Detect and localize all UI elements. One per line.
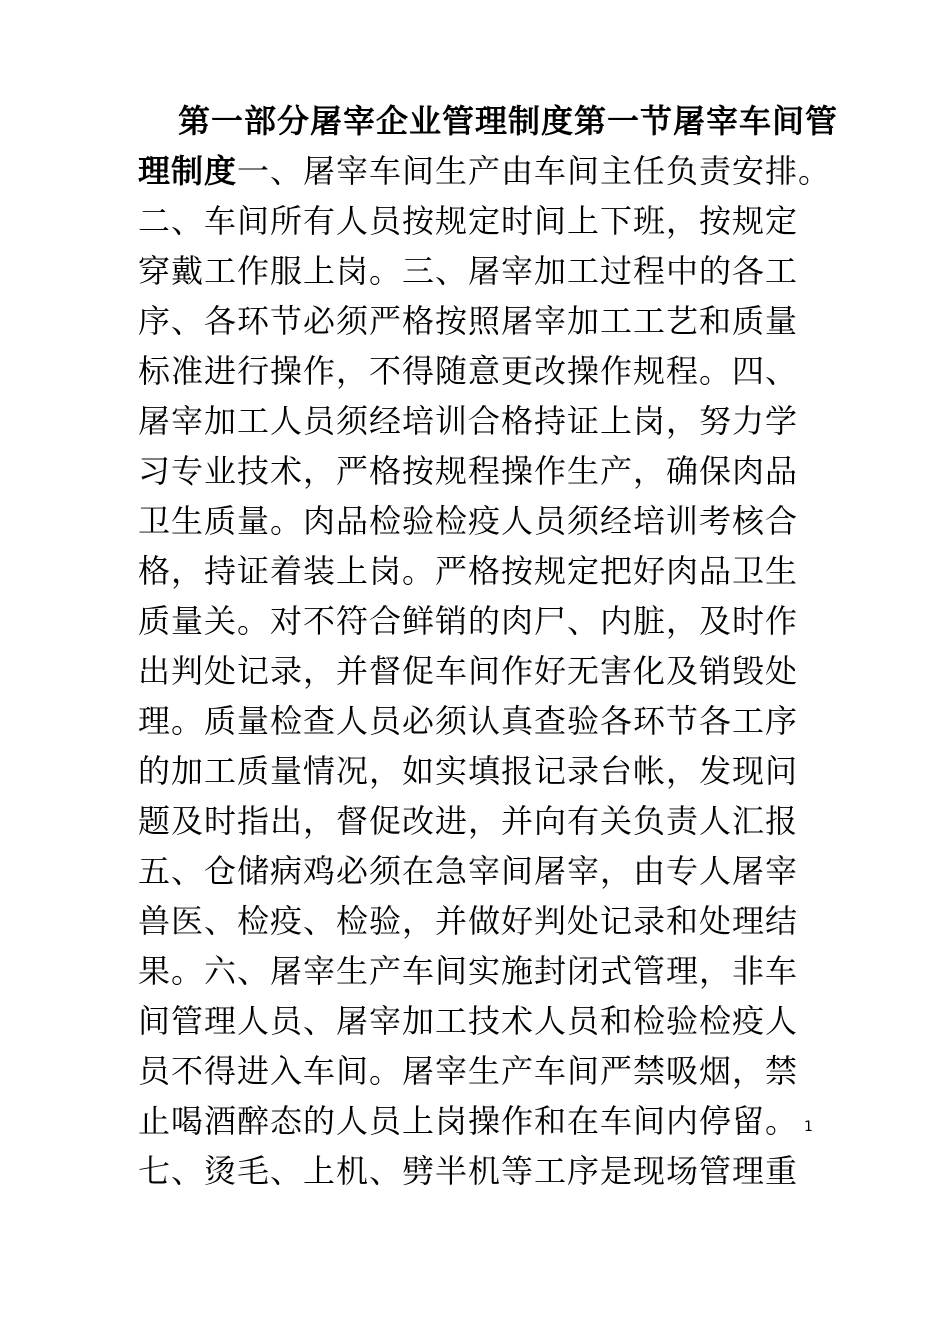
text-line: 穿戴工作服上岗。三、屠宰加工过程中的各工 <box>138 252 799 290</box>
text-line: 理。质量检查人员必须认真查验各环节各工序 <box>138 702 799 740</box>
text-line: 标准进行操作，不得随意更改操作规程。四、 <box>138 352 799 390</box>
text-line: 序、各环节必须严格按照屠宰加工工艺和质量 <box>138 302 799 340</box>
text-line: 七、烫毛、上机、劈半机等工序是现场管理重 <box>138 1152 799 1190</box>
text-line: 果。六、屠宰生产车间实施封闭式管理，非车 <box>138 952 799 990</box>
text-line: 间管理人员、屠宰加工技术人员和检验检疫人 <box>138 1002 799 1040</box>
text-line: 习专业技术，严格按规程操作生产，确保肉品 <box>138 452 799 490</box>
text-line: 质量关。对不符合鲜销的肉尸、内脏，及时作 <box>138 602 799 640</box>
text-line: 兽医、检疫、检验，并做好判处记录和处理结 <box>138 902 799 940</box>
text-line: 二、车间所有人员按规定时间上下班，按规定 <box>138 202 799 240</box>
text-line: 员不得进入车间。屠宰生产车间严禁吸烟，禁 <box>138 1052 799 1090</box>
text-line: 的加工质量情况，如实填报记录台帐，发现问 <box>138 752 799 790</box>
text-line <box>138 146 848 196</box>
text-line: 屠宰加工人员须经培训合格持证上岗，努力学 <box>138 402 799 440</box>
text-line: 五、仓储病鸡必须在急宰间屠宰，由专人屠宰 <box>138 852 799 890</box>
title-line-end: 理制度 <box>138 152 238 190</box>
text-line: 格，持证着装上岗。严格按规定把好肉品卫生 <box>138 552 799 590</box>
page-number: 1 <box>804 1119 813 1135</box>
title-line: 第一部分屠宰企业管理制度第一节屠宰车间管 <box>178 102 839 140</box>
text-line-part: 止喝酒醉态的人员上岗操作和在车间内停留。 <box>138 1102 799 1140</box>
text-line-part: 一、屠宰车间生产由车间主任负责安排。 <box>237 152 832 190</box>
body-text <box>138 96 848 1196</box>
text-line: 出判处记录，并督促车间作好无害化及销毁处 <box>138 652 799 690</box>
text-line: 卫生质量。肉品检验检疫人员须经培训考核合 <box>138 502 799 540</box>
text-line: 题及时指出，督促改进，并向有关负责人汇报 <box>138 802 799 840</box>
text-line <box>138 1096 848 1146</box>
